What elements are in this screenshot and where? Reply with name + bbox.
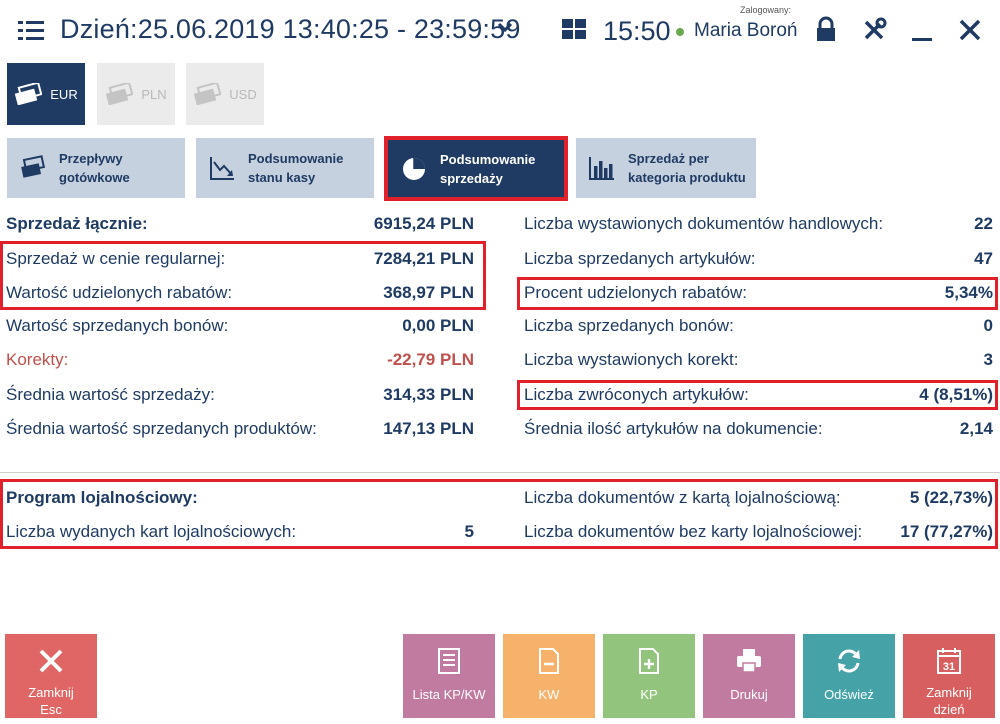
button-label: KW (538, 687, 560, 702)
stat-label: Liczba sprzedanych artykułów: (524, 249, 756, 268)
currency-label: EUR (50, 86, 78, 102)
document-plus-icon (634, 646, 664, 676)
online-status-dot (676, 28, 684, 36)
chevron-down-icon[interactable] (495, 17, 515, 37)
stat-label: Procent udzielonych rabatów: (524, 283, 748, 302)
kw-button[interactable] (503, 634, 595, 718)
stat-average-sale (6, 381, 474, 409)
stat-value: 5 (22,73%) (909, 488, 993, 507)
refresh-icon (834, 646, 864, 676)
highlight-box (517, 380, 998, 410)
stat-average-items-per-document (524, 415, 993, 443)
stat-label: Wartość sprzedanych bonów: (6, 316, 229, 335)
tab-label: Przepływy gotówkowe (59, 151, 130, 185)
day-title: Dzień:25.06.2019 13:40:25 - 23:59:59 (60, 14, 521, 44)
close-esc-button[interactable] (5, 634, 97, 718)
tab-cash-summary[interactable] (196, 138, 374, 198)
cash-icon (193, 83, 221, 105)
pie-chart-icon (400, 155, 428, 183)
grid-icon[interactable] (562, 19, 586, 39)
stat-value: 368,97 PLN (383, 283, 474, 302)
cash-icon (14, 83, 42, 105)
loyalty-title (6, 484, 474, 512)
stat-value: 5 (464, 522, 474, 541)
tab-cash-flow[interactable] (7, 138, 185, 198)
stat-docs-without-card (524, 518, 993, 546)
tab-label: Podsumowanie sprzedaży (440, 151, 536, 186)
currency-tab-eur[interactable] (7, 63, 85, 125)
calendar-icon (934, 646, 964, 676)
button-label: Odśwież (824, 687, 874, 702)
stat-value: 7284,21 PLN (373, 249, 474, 268)
calendar-day: 31 (942, 661, 956, 673)
stat-value: 17 (77,27%) (900, 522, 993, 541)
header-bar (0, 0, 1000, 60)
close-icon[interactable] (954, 14, 986, 46)
cash-flow-icon (19, 154, 47, 182)
stat-value: 0,00 PLN (402, 316, 474, 335)
stat-value: 4 (8,51%) (919, 385, 993, 404)
stat-label: Średnia wartość sprzedanych produktów: (6, 419, 317, 438)
button-label: Drukuj (730, 687, 768, 702)
close-icon (36, 646, 66, 676)
currency-label: USD (229, 86, 257, 102)
stat-label: Wartość udzielonych rabatów: (6, 283, 233, 302)
tab-label: Sprzedaż per kategoria produktu (628, 151, 746, 185)
stat-label: Liczba zwróconych artykułów: (524, 385, 749, 404)
kp-button[interactable] (603, 634, 695, 718)
stat-docs-with-card (524, 484, 993, 512)
stat-value: 3 (983, 350, 993, 369)
stat-label: Liczba wystawionych dokumentów handlowych: (524, 214, 884, 233)
logged-in-label: Zalogowany: (740, 5, 792, 15)
stat-average-product-value (6, 415, 474, 443)
print-button[interactable] (703, 634, 795, 718)
button-label: Zamknij Esc (28, 685, 74, 717)
menu-icon[interactable] (18, 21, 44, 41)
stat-label: Liczba wystawionych korekt: (524, 350, 739, 369)
button-label: Lista KP/KW (412, 687, 486, 702)
stat-vouchers-value (6, 312, 474, 340)
stat-label: Korekty: (6, 350, 69, 369)
cash-icon (105, 83, 133, 105)
stat-label: Liczba sprzedanych bonów: (524, 316, 734, 335)
currency-tab-pln[interactable] (97, 63, 175, 125)
minimize-icon[interactable] (906, 14, 938, 46)
chart-down-icon (208, 154, 236, 182)
stat-value: -22,79 PLN (387, 350, 474, 369)
printer-icon (734, 646, 764, 676)
stat-total-sales (6, 210, 474, 238)
stat-label: Liczba wydanych kart lojalnościowych: (6, 522, 297, 541)
stat-value: 2,14 (959, 419, 993, 438)
stat-value: 22 (974, 214, 993, 233)
stat-value: 47 (974, 249, 993, 268)
stat-value: 6915,24 PLN (373, 214, 474, 233)
stat-value: 147,13 PLN (383, 419, 474, 438)
stat-corrections (6, 346, 474, 374)
currency-label: PLN (141, 86, 167, 102)
clock: 15:50 (603, 16, 671, 46)
stat-items-sold (524, 245, 993, 273)
button-label: Zamknij dzień (926, 685, 972, 717)
highlight-box (517, 277, 998, 310)
stat-label: Sprzedaż w cenie regularnej: (6, 249, 226, 268)
stat-vouchers-count (524, 312, 993, 340)
stat-label: Liczba dokumentów z kartą lojalnościową: (524, 488, 841, 507)
tab-sales-summary[interactable] (388, 140, 564, 197)
currency-tab-usd[interactable] (186, 63, 264, 125)
lock-icon[interactable] (810, 14, 842, 46)
tools-icon[interactable] (858, 14, 890, 46)
refresh-button[interactable] (803, 634, 895, 718)
document-minus-icon (534, 646, 564, 676)
stat-value: 314,33 PLN (383, 385, 474, 404)
tab-label: Podsumowanie stanu kasy (248, 151, 344, 185)
highlight-box (0, 241, 486, 310)
list-icon (434, 646, 464, 676)
stat-loyalty-cards (6, 518, 474, 546)
stat-label: Sprzedaż łącznie: (6, 214, 148, 233)
stat-label: Liczba dokumentów bez karty lojalnościowej: (524, 522, 863, 541)
user-name: Maria Boroń (694, 20, 798, 41)
stat-documents-count (524, 210, 993, 238)
stat-corrections-count (524, 346, 993, 374)
stat-value: 5,34% (944, 283, 993, 302)
list-kp-kw-button[interactable] (403, 634, 495, 718)
stat-value: 0 (983, 316, 993, 335)
stat-label: Średnia wartość sprzedaży: (6, 385, 215, 404)
stat-label: Średnia ilość artykułów na dokumencie: (524, 419, 823, 438)
tab-sales-per-category[interactable] (576, 138, 756, 198)
button-label: KP (640, 687, 658, 702)
divider (0, 472, 1000, 473)
close-day-button[interactable] (903, 634, 995, 718)
loyalty-title-label: Program lojalnościowy: (6, 488, 198, 507)
bar-chart-icon (588, 154, 616, 182)
